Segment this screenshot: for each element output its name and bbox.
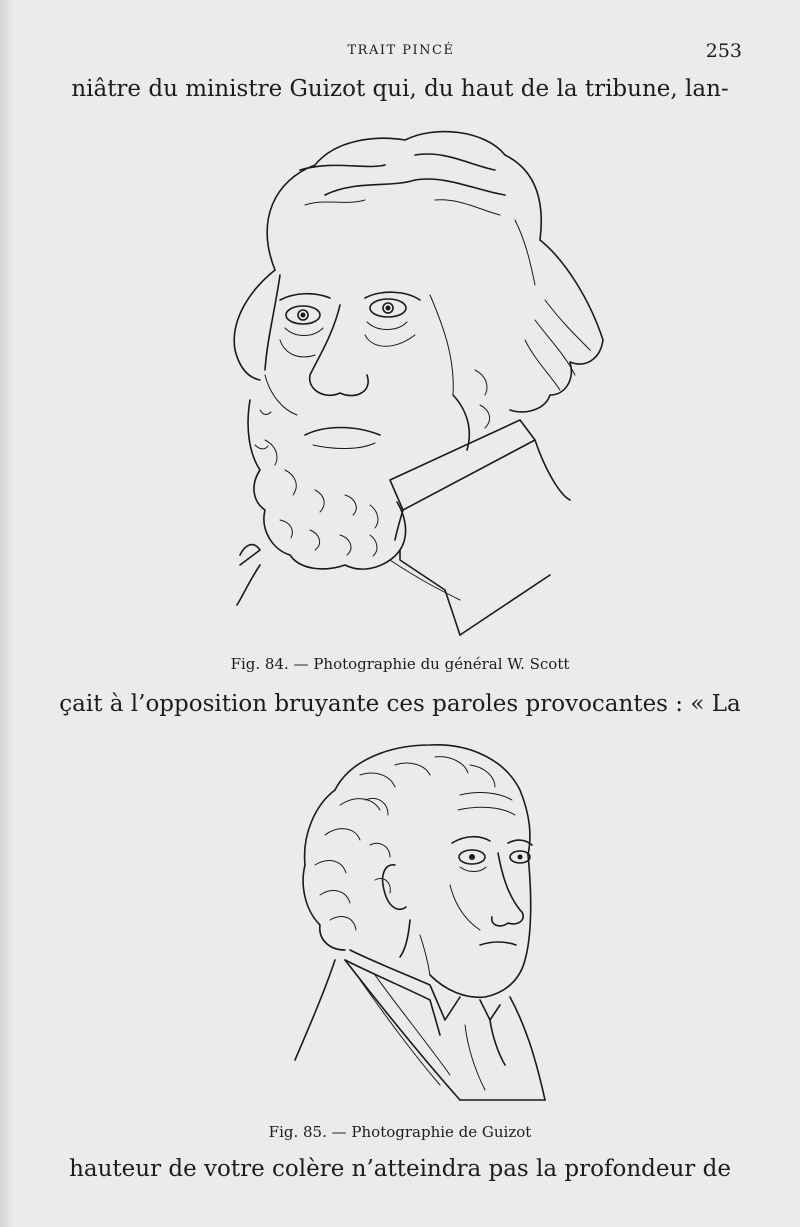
- portrait-scott-illustration: [205, 110, 625, 650]
- portrait-guizot-illustration: [280, 735, 570, 1110]
- page-edge-shadow: [0, 0, 14, 1227]
- page-number: 253: [705, 40, 742, 62]
- body-text-line-1: niâtre du ministre Guizot qui, du haut de la tribune, lan-: [71, 76, 729, 102]
- body-text-line-3: hauteur de votre colère n’atteindra pas la profondeur de: [69, 1156, 731, 1182]
- running-head: [60, 40, 742, 62]
- figure-84-caption: Fig. 84. — Photographie du général W. Scott: [230, 655, 570, 673]
- figure-85-caption: Fig. 85. — Photographie de Guizot: [268, 1123, 532, 1141]
- running-title: TRAIT PINCÉ: [347, 43, 455, 58]
- body-text-line-2: çait à l’opposition bruyante ces paroles provocantes : « La: [59, 691, 741, 717]
